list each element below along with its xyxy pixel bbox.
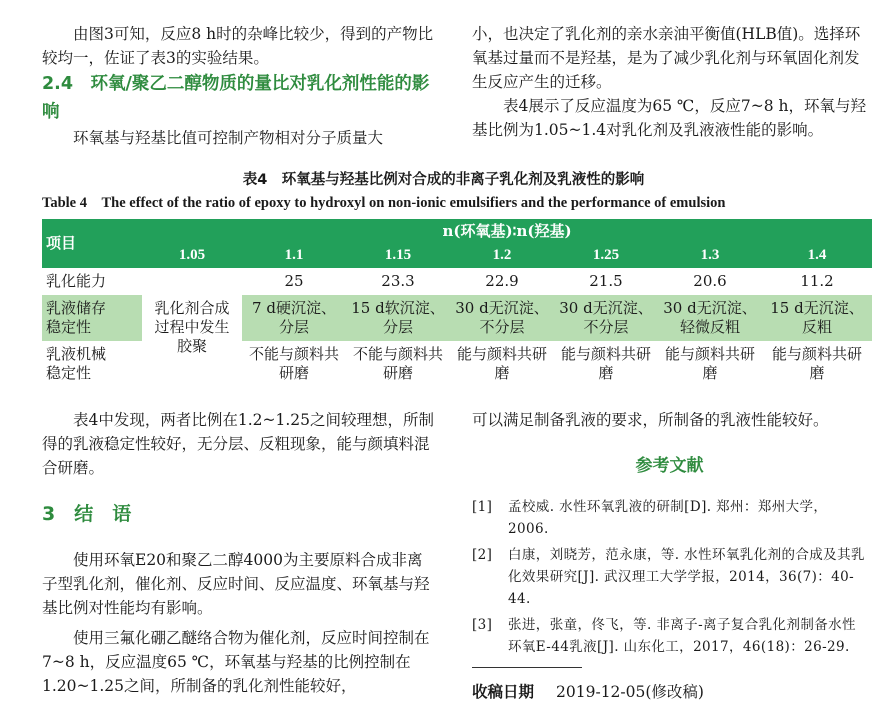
table-cell (762, 341, 872, 387)
ratio-cell: 1.3 (700, 247, 720, 263)
table-cell (346, 295, 450, 341)
paragraph: 可以满足制备乳液的要求，所制备的乳液性能较好。 (472, 411, 829, 429)
reference-number: [3] (472, 617, 493, 633)
ratio-cell: 1.25 (592, 247, 620, 263)
table-cell-text: 30 d无沉淀、不分层 (455, 299, 549, 336)
row-label-text: 乳液储存稳定性 (46, 299, 107, 336)
table-4 (42, 219, 872, 387)
table-cell-text: 30 d无沉淀、轻微反粗 (663, 299, 757, 336)
row-label (42, 341, 142, 387)
header-item: 项目 (46, 234, 77, 252)
header-ratio-group: n(环氧基)∶n(羟基) (442, 221, 572, 240)
ratio-cell: 1.2 (492, 247, 512, 263)
ratio-cell: 1.05 (178, 247, 206, 263)
row-label: 乳化能力 (46, 272, 107, 290)
table-cell: 21.5 (589, 272, 623, 290)
section-heading: 2.4 环氧/聚乙二醇物质的量比对乳化剂性能的影响 (42, 74, 430, 122)
references-title: 参考文献 (635, 456, 704, 476)
row-label (42, 295, 142, 341)
left-column-bottom (42, 408, 437, 698)
table-cell: 11.2 (800, 272, 834, 290)
table-cell (658, 295, 762, 341)
table-cell-text: 15 d软沉淀、分层 (351, 299, 445, 336)
table-cell (450, 295, 554, 341)
table-cell (346, 341, 450, 387)
right-column-bottom (472, 408, 867, 658)
table-header-row (42, 219, 872, 243)
table-caption-cn: 表4 环氧基与羟基比例对合成的非离子乳化剂及乳液性的影响 (242, 172, 645, 188)
paragraph: 使用三氟化硼乙醚络合物为催化剂，反应时间控制在7~8 h，反应温度65 ℃，环氧基与羟基的比例控制在1.20~1.25之间，所制备的乳化剂性能较好， (42, 629, 430, 695)
reference-text: 张进，张童，佟飞，等. 非离子-离子复合乳化剂制备水性环氧E-44乳液[J]. 山东化工，2017，46(18)：26-29. (508, 617, 856, 655)
table-ratio-row (42, 243, 872, 268)
merged-cell (142, 268, 242, 387)
table-cell (762, 295, 872, 341)
received-label: 收稿日期 (472, 683, 535, 701)
paragraph: 使用环氧E20和聚乙二醇4000为主要原料合成非离子型乳化剂，催化剂、反应时间、反应温度、环氧基与羟基比例对性能均有影响。 (42, 551, 430, 617)
table-cell-text: 不能与颜料共研磨 (352, 345, 443, 382)
reference-item (472, 544, 867, 610)
section-heading: 3 结 语 (42, 503, 132, 525)
left-column-top (42, 22, 437, 150)
table-cell-text: 15 d无沉淀、反粗 (770, 299, 864, 336)
ratio-cell: 1.1 (284, 247, 304, 263)
reference-number: [1] (472, 499, 493, 515)
table-cell-text: 7 d硬沉淀、分层 (252, 299, 336, 336)
paragraph: 表4展示了反应温度为65 ℃，反应7~8 h，环氧与羟基比例为1.05~1.4对乳化剂及乳液液性能的影响。 (472, 97, 866, 139)
reference-text: 白康，刘晓芳，范永康，等. 水性环氧乳化剂的合成及其乳化效果研究[J]. 武汉理工大学学报，2014，36(7)：40-44. (508, 547, 865, 607)
right-column-top (472, 22, 867, 142)
paragraph: 表4中发现，两者比例在1.2~1.25之间较理想，所制得的乳液稳定性较好，无分层、反粗现象，能与颜填料混合研磨。 (42, 411, 435, 477)
merged-cell-text: 乳化剂合成过程中发生胶聚 (154, 299, 230, 355)
received-value: 2019-12-05(修改稿) (556, 683, 704, 701)
table-cell: 23.3 (381, 272, 415, 290)
table-cell: 22.9 (485, 272, 519, 290)
table-cell: 25 (284, 272, 304, 290)
paragraph: 由图3可知，反应8 h时的杂峰比较少，得到的产物比较均一，佐证了表3的实验结果。 (42, 25, 434, 67)
table-cell (242, 295, 346, 341)
table-cell (658, 341, 762, 387)
table-cell-text: 不能与颜料共研磨 (248, 345, 339, 382)
paragraph: 环氧基与羟基比值可控制产物相对分子质量大 (73, 129, 384, 147)
reference-item (472, 614, 867, 658)
paragraph: 小，也决定了乳化剂的亲水亲油平衡值(HLB值)。选择环氧基过量而不是羟基，是为了减少乳化剂与环氧固化剂发生反应产生的迁移。 (472, 25, 861, 91)
table-cell (554, 295, 658, 341)
ratio-cell: 1.15 (384, 247, 412, 263)
table-caption-en: Table 4 The effect of the ratio of epoxy to hydroxyl on non-ionic emulsifiers and the performance of emulsion (42, 195, 726, 211)
ratio-cell: 1.4 (807, 247, 827, 263)
divider (472, 667, 582, 668)
table-cell (554, 341, 658, 387)
reference-text: 孟校威. 水性环氧乳液的研制[D]. 郑州：郑州大学，2006. (508, 499, 828, 537)
table-row (42, 268, 872, 295)
table-cell-text: 30 d无沉淀、不分层 (559, 299, 653, 336)
row-label-text: 乳液机械稳定性 (46, 345, 107, 382)
table-cell-text: 能与颜料共研磨 (456, 345, 547, 382)
received-date (472, 680, 704, 702)
reference-item (472, 496, 867, 540)
reference-number: [2] (472, 547, 493, 563)
table-cell (242, 341, 346, 387)
table-cell-text: 能与颜料共研磨 (560, 345, 651, 382)
table-cell-text: 能与颜料共研磨 (771, 345, 862, 382)
table-cell-text: 能与颜料共研磨 (664, 345, 755, 382)
table-cell: 20.6 (693, 272, 727, 290)
table-cell (450, 341, 554, 387)
